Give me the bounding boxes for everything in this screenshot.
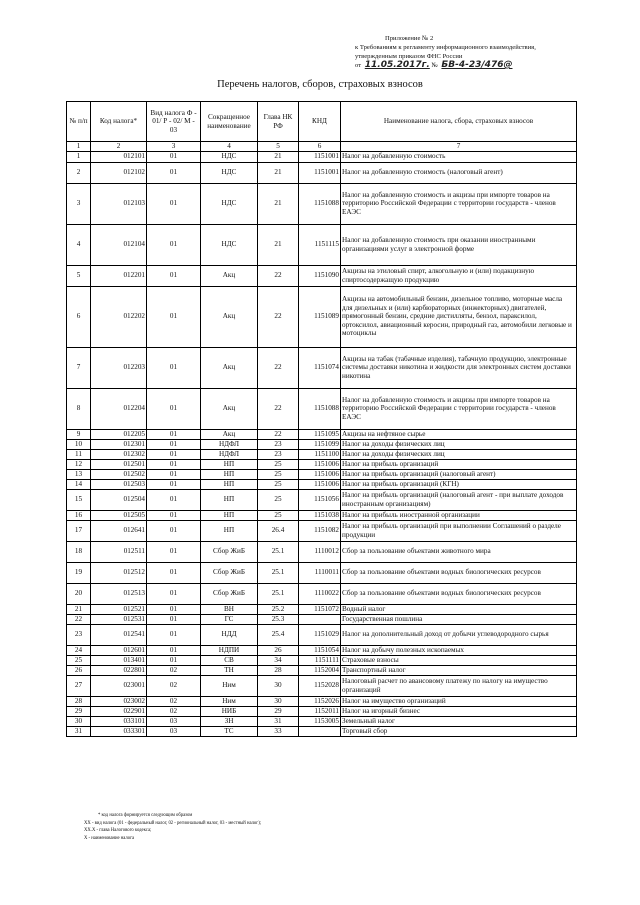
short-name: Акц — [201, 286, 258, 347]
knd-code: 1151001 — [299, 162, 341, 183]
tax-code: 013401 — [91, 655, 147, 665]
row-number: 19 — [67, 562, 91, 583]
col-header-code: Код налога* — [91, 102, 147, 142]
table-row — [67, 675, 577, 696]
tax-code-chapter: 25.1 — [258, 562, 299, 583]
table-row — [67, 665, 577, 675]
table-row — [67, 510, 577, 520]
tax-code: 012513 — [91, 583, 147, 604]
row-number: 10 — [67, 439, 91, 449]
col-number: 5 — [258, 142, 299, 152]
tax-code: 023002 — [91, 696, 147, 706]
short-name: Ним — [201, 696, 258, 706]
tax-name: Налог на прибыль иностранной организации — [341, 510, 577, 520]
tax-kind: 01 — [147, 655, 201, 665]
appendix-header — [355, 34, 536, 70]
row-number: 23 — [67, 624, 91, 645]
row-number: 11 — [67, 449, 91, 459]
tax-code-chapter: 22 — [258, 286, 299, 347]
date-number-line — [355, 61, 536, 70]
tax-code: 012541 — [91, 624, 147, 645]
table-row — [67, 583, 577, 604]
tax-name: Торговый сбор — [341, 726, 577, 736]
table-row — [67, 162, 577, 183]
tax-kind: 01 — [147, 469, 201, 479]
tax-code: 012201 — [91, 265, 147, 286]
row-number: 18 — [67, 541, 91, 562]
tax-code: 012202 — [91, 286, 147, 347]
tax-code: 012641 — [91, 520, 147, 541]
tax-code: 022801 — [91, 665, 147, 675]
tax-code-chapter: 22 — [258, 265, 299, 286]
tax-kind: 01 — [147, 624, 201, 645]
tax-kind: 01 — [147, 449, 201, 459]
row-number: 14 — [67, 479, 91, 489]
short-name: НДС — [201, 151, 258, 162]
tax-name: Налоговый расчет по авансовому платежу по налогу на имущество организаций — [341, 675, 577, 696]
tax-code-chapter: 33 — [258, 726, 299, 736]
short-name: НДД — [201, 624, 258, 645]
tax-name: Государственная пошлина — [341, 614, 577, 624]
table-row — [67, 562, 577, 583]
tax-code-chapter: 22 — [258, 347, 299, 388]
short-name: НП — [201, 479, 258, 489]
col-number: 4 — [201, 142, 258, 152]
tax-name: Налог на добычу полезных ископаемых — [341, 645, 577, 655]
col-header-short-name: Сокращенное наименование — [201, 102, 258, 142]
short-name: НП — [201, 469, 258, 479]
tax-table — [66, 101, 577, 737]
knd-code — [299, 726, 341, 736]
tax-code-chapter: 21 — [258, 183, 299, 224]
tax-code-chapter: 25.1 — [258, 541, 299, 562]
tax-kind: 02 — [147, 665, 201, 675]
row-number: 8 — [67, 388, 91, 429]
tax-code-chapter: 25 — [258, 459, 299, 469]
tax-name: Налог на игорный бизнес — [341, 706, 577, 716]
short-name: НП — [201, 520, 258, 541]
tax-kind: 01 — [147, 162, 201, 183]
row-number: 5 — [67, 265, 91, 286]
row-number: 6 — [67, 286, 91, 347]
knd-code — [299, 614, 341, 624]
col-number: 6 — [299, 142, 341, 152]
knd-code: 1151006 — [299, 479, 341, 489]
short-name: Акц — [201, 265, 258, 286]
tax-code-chapter: 25.1 — [258, 583, 299, 604]
short-name: НП — [201, 510, 258, 520]
tax-kind: 01 — [147, 439, 201, 449]
tax-code: 012103 — [91, 183, 147, 224]
table-row — [67, 429, 577, 439]
tax-code: 012102 — [91, 162, 147, 183]
knd-code: 1151088 — [299, 388, 341, 429]
tax-code-chapter: 21 — [258, 151, 299, 162]
tax-name: Налог на прибыль организаций (КГН) — [341, 479, 577, 489]
tax-code: 012505 — [91, 510, 147, 520]
tax-kind: 01 — [147, 479, 201, 489]
row-number: 29 — [67, 706, 91, 716]
tax-code: 023001 — [91, 675, 147, 696]
table-row — [67, 614, 577, 624]
tax-kind: 01 — [147, 388, 201, 429]
tax-code-chapter: 22 — [258, 429, 299, 439]
table-row — [67, 388, 577, 429]
tax-code: 012203 — [91, 347, 147, 388]
tax-name: Налог на прибыль организаций (налоговый агент) — [341, 469, 577, 479]
tax-kind: 01 — [147, 583, 201, 604]
tax-name: Налог на доходы физических лиц — [341, 439, 577, 449]
tax-code: 012301 — [91, 439, 147, 449]
short-name: НДС — [201, 162, 258, 183]
table-row — [67, 479, 577, 489]
short-name: ГС — [201, 614, 258, 624]
knd-code: 1151115 — [299, 224, 341, 265]
table-row — [67, 439, 577, 449]
tax-name: Налог на имущество организаций — [341, 696, 577, 706]
tax-code-chapter: 31 — [258, 716, 299, 726]
knd-code: 1151056 — [299, 489, 341, 510]
short-name: НДФЛ — [201, 449, 258, 459]
table-row — [67, 655, 577, 665]
tax-code-chapter: 22 — [258, 388, 299, 429]
col-header-chapter: Глава НК РФ — [258, 102, 299, 142]
tax-name: Сбор за пользование объектами водных биологических ресурсов — [341, 583, 577, 604]
tax-code-chapter: 25 — [258, 510, 299, 520]
document-title: Перечень налогов, сборов, страховых взносов — [217, 79, 423, 90]
short-name: НИБ — [201, 706, 258, 716]
tax-code: 022901 — [91, 706, 147, 716]
tax-kind: 01 — [147, 429, 201, 439]
tax-name: Налог на прибыль организаций (налоговый агент - при выплате доходов иностранным организациям) — [341, 489, 577, 510]
column-number-row — [67, 142, 577, 152]
tax-name: Сбор за пользование объектами водных биологических ресурсов — [341, 562, 577, 583]
tax-code: 012511 — [91, 541, 147, 562]
short-name: Акц — [201, 429, 258, 439]
tax-name: Налог на доходы физических лиц — [341, 449, 577, 459]
row-number: 12 — [67, 459, 91, 469]
knd-code: 1151006 — [299, 459, 341, 469]
row-number: 9 — [67, 429, 91, 439]
tax-kind: 03 — [147, 716, 201, 726]
tax-name: Акцизы на автомобильный бензин, дизельное топливо, моторные масла для дизельных и (или) карбюраторных (инжекторных) двигателей, прямогонный бензин, средние дистилляты, бензол, параксилол, ортоксилол, авиационный керосин, природный газ, автомобили легковые и мотоциклы — [341, 286, 577, 347]
short-name: Сбор ЖиБ — [201, 562, 258, 583]
tax-name: Водный налог — [341, 604, 577, 614]
tax-name: Акцизы на табак (табачные изделия), табачную продукцию, электронные системы доставки никотина и жидкости для электронных систем доставки никотина — [341, 347, 577, 388]
col-header-name: Наименование налога, сбора, страховых взносов — [341, 102, 577, 142]
knd-code: 1152028 — [299, 675, 341, 696]
knd-code: 1151001 — [299, 151, 341, 162]
tax-kind: 01 — [147, 459, 201, 469]
short-name: НДФЛ — [201, 439, 258, 449]
knd-code: 1151089 — [299, 286, 341, 347]
table-row — [67, 726, 577, 736]
row-number: 16 — [67, 510, 91, 520]
tax-code-chapter: 25 — [258, 489, 299, 510]
knd-code: 1151111 — [299, 655, 341, 665]
short-name: ЗН — [201, 716, 258, 726]
tax-kind: 01 — [147, 562, 201, 583]
row-number: 24 — [67, 645, 91, 655]
handwritten-number: БВ-4-23/476@ — [441, 60, 513, 70]
knd-code: 1151029 — [299, 624, 341, 645]
row-number: 7 — [67, 347, 91, 388]
knd-code: 1151082 — [299, 520, 341, 541]
col-header-knd: КНД — [299, 102, 341, 142]
table-row — [67, 449, 577, 459]
tax-kind: 02 — [147, 675, 201, 696]
footnotes — [84, 812, 261, 842]
row-number: 27 — [67, 675, 91, 696]
row-number: 4 — [67, 224, 91, 265]
tax-kind: 01 — [147, 347, 201, 388]
tax-name: Налог на добавленную стоимость и акцизы при импорте товаров на территорию Российской Федерации с территории государств - членов ЕАЭС — [341, 183, 577, 224]
tax-code-chapter: 26 — [258, 645, 299, 655]
knd-code: 1151054 — [299, 645, 341, 655]
tax-name: Сбор за пользование объектами животного мира — [341, 541, 577, 562]
tax-name: Земельный налог — [341, 716, 577, 726]
tax-kind: 01 — [147, 489, 201, 510]
footnote-line: XX - вид налога (01 - федеральный налог, 02 - региональный налог, 03 - местный налог); — [84, 820, 262, 826]
tax-code: 012503 — [91, 479, 147, 489]
tax-code: 012502 — [91, 469, 147, 479]
table-row — [67, 459, 577, 469]
tax-name: Страховые взносы — [341, 655, 577, 665]
short-name: Акц — [201, 388, 258, 429]
table-row — [67, 645, 577, 655]
col-number: 2 — [91, 142, 147, 152]
col-number: 7 — [341, 142, 577, 152]
tax-name: Транспортный налог — [341, 665, 577, 675]
table-row — [67, 469, 577, 479]
tax-code-chapter: 23 — [258, 439, 299, 449]
row-number: 3 — [67, 183, 91, 224]
tax-kind: 01 — [147, 265, 201, 286]
table-row — [67, 541, 577, 562]
tax-name: Акцизы на нефтяное сырье — [341, 429, 577, 439]
knd-code: 1110022 — [299, 583, 341, 604]
tax-kind: 01 — [147, 604, 201, 614]
tax-kind: 02 — [147, 696, 201, 706]
row-number: 31 — [67, 726, 91, 736]
table-row — [67, 716, 577, 726]
tax-name: Налог на дополнительный доход от добычи углеводородного сырья — [341, 624, 577, 645]
tax-kind: 01 — [147, 614, 201, 624]
table-row — [67, 347, 577, 388]
tax-code-chapter: 23 — [258, 449, 299, 459]
knd-code: 1110011 — [299, 562, 341, 583]
row-number: 2 — [67, 162, 91, 183]
table-row — [67, 696, 577, 706]
header-row — [67, 102, 577, 142]
tax-name: Налог на добавленную стоимость (налоговый агент) — [341, 162, 577, 183]
short-name: Ним — [201, 675, 258, 696]
table-row — [67, 520, 577, 541]
knd-code: 1151038 — [299, 510, 341, 520]
number-label: № — [431, 62, 438, 69]
tax-code-chapter: 21 — [258, 162, 299, 183]
knd-code: 1152011 — [299, 706, 341, 716]
knd-code: 1151099 — [299, 439, 341, 449]
tax-kind: 01 — [147, 520, 201, 541]
knd-code: 1153005 — [299, 716, 341, 726]
short-name: СВ — [201, 655, 258, 665]
short-name: ТС — [201, 726, 258, 736]
table-row — [67, 604, 577, 614]
tax-code: 012601 — [91, 645, 147, 655]
tax-code-chapter: 30 — [258, 675, 299, 696]
footnote-line: X - наименование налога — [84, 835, 135, 841]
tax-code: 012501 — [91, 459, 147, 469]
row-number: 22 — [67, 614, 91, 624]
row-number: 30 — [67, 716, 91, 726]
short-name: Сбор ЖиБ — [201, 583, 258, 604]
tax-code: 012512 — [91, 562, 147, 583]
tax-kind: 03 — [147, 726, 201, 736]
tax-code-chapter: 26.4 — [258, 520, 299, 541]
tax-name: Налог на прибыль организаций при выполнении Соглашений о разделе продукции — [341, 520, 577, 541]
short-name: НП — [201, 489, 258, 510]
short-name: ВН — [201, 604, 258, 614]
knd-code: 1151095 — [299, 429, 341, 439]
tax-kind: 01 — [147, 645, 201, 655]
table-row — [67, 183, 577, 224]
tax-code: 012204 — [91, 388, 147, 429]
tax-kind: 01 — [147, 541, 201, 562]
knd-code: 1151090 — [299, 265, 341, 286]
footnote-line: XX.X - глава Налогового кодекса; — [84, 828, 152, 834]
col-number: 1 — [67, 142, 91, 152]
tax-name: Акцизы на этиловый спирт, алкогольную и (или) подакцизную спиртосодержащую продукцию — [341, 265, 577, 286]
knd-code: 1151072 — [299, 604, 341, 614]
col-header-number: № п/п — [67, 102, 91, 142]
row-number: 13 — [67, 469, 91, 479]
tax-code: 012531 — [91, 614, 147, 624]
short-name: Сбор ЖиБ — [201, 541, 258, 562]
handwritten-date: 11.05.2017г. — [364, 60, 430, 70]
knd-code: 1152026 — [299, 696, 341, 706]
tax-code: 012302 — [91, 449, 147, 459]
tax-code: 012104 — [91, 224, 147, 265]
tax-code-chapter: 25.4 — [258, 624, 299, 645]
tax-code-chapter: 34 — [258, 655, 299, 665]
short-name: НП — [201, 459, 258, 469]
tax-name: Налог на добавленную стоимость — [341, 151, 577, 162]
approval-line: утвержденным приказом ФНС России — [355, 53, 463, 60]
tax-code: 012205 — [91, 429, 147, 439]
short-name: ТН — [201, 665, 258, 675]
table-row — [67, 151, 577, 162]
tax-code-chapter: 25 — [258, 479, 299, 489]
knd-code: 1152004 — [299, 665, 341, 675]
row-number: 26 — [67, 665, 91, 675]
row-number: 25 — [67, 655, 91, 665]
tax-code: 033301 — [91, 726, 147, 736]
row-number: 17 — [67, 520, 91, 541]
tax-name: Налог на добавленную стоимость при оказании иностранными организациями услуг в электронной форме — [341, 224, 577, 265]
row-number: 21 — [67, 604, 91, 614]
table-row — [67, 224, 577, 265]
tax-name: Налог на добавленную стоимость и акцизы при импорте товаров на территорию Российской Федерации с территории государств - членов ЕАЭС — [341, 388, 577, 429]
short-name: Акц — [201, 347, 258, 388]
knd-code: 1151100 — [299, 449, 341, 459]
table-row — [67, 624, 577, 645]
tax-kind: 02 — [147, 706, 201, 716]
tax-code: 012521 — [91, 604, 147, 614]
knd-code: 1110012 — [299, 541, 341, 562]
short-name: НДПИ — [201, 645, 258, 655]
knd-code: 1151088 — [299, 183, 341, 224]
tax-code: 033101 — [91, 716, 147, 726]
row-number: 28 — [67, 696, 91, 706]
short-name: НДС — [201, 183, 258, 224]
tax-kind: 01 — [147, 510, 201, 520]
tax-code: 012101 — [91, 151, 147, 162]
tax-code-chapter: 29 — [258, 706, 299, 716]
tax-kind: 01 — [147, 286, 201, 347]
row-number: 1 — [67, 151, 91, 162]
table-row — [67, 265, 577, 286]
from-label: от — [355, 62, 362, 69]
tax-name: Налог на прибыль организаций — [341, 459, 577, 469]
row-number: 15 — [67, 489, 91, 510]
tax-code: 012504 — [91, 489, 147, 510]
short-name: НДС — [201, 224, 258, 265]
knd-code: 1151006 — [299, 469, 341, 479]
tax-code-chapter: 30 — [258, 696, 299, 706]
appendix-number: Приложение № 2 — [385, 35, 434, 42]
footnote-line: * код налога формируется следующим образом — [98, 813, 193, 818]
knd-code: 1151074 — [299, 347, 341, 388]
table-row — [67, 706, 577, 716]
table-row — [67, 286, 577, 347]
tax-code-chapter: 25 — [258, 469, 299, 479]
col-header-kind: Вид налога Ф - 01/ Р - 02/ М - 03 — [147, 102, 201, 142]
table-row — [67, 489, 577, 510]
requirements-line: к Требованиям к регламенту информационного взаимодействия, — [355, 44, 536, 51]
tax-kind: 01 — [147, 183, 201, 224]
tax-code-chapter: 21 — [258, 224, 299, 265]
row-number: 20 — [67, 583, 91, 604]
col-number: 3 — [147, 142, 201, 152]
tax-code-chapter: 28 — [258, 665, 299, 675]
tax-code-chapter: 25.3 — [258, 614, 299, 624]
tax-code-chapter: 25.2 — [258, 604, 299, 614]
tax-kind: 01 — [147, 151, 201, 162]
tax-kind: 01 — [147, 224, 201, 265]
